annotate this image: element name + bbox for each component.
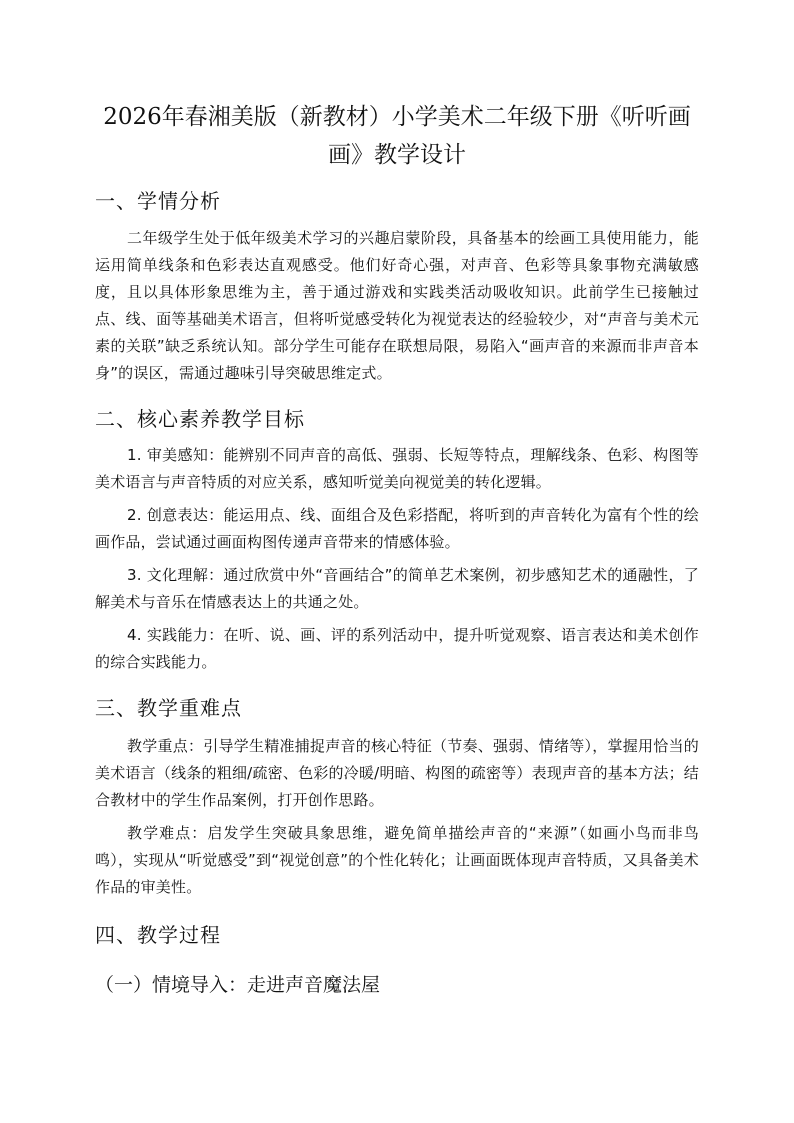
objective-cultural-understanding: 3. 文化理解：通过欣赏中外“音画结合”的简单艺术案例，初步感知艺术的通融性，了解美术与音乐在情感表达上的共通之处。 xyxy=(95,566,699,611)
teaching-key-point-paragraph: 教学重点：引导学生精准捕捉声音的核心特征（节奏、强弱、情绪等），掌握用恰当的美术语言（线条的粗细/疏密、色彩的冷暖/明暗、构图的疏密等）表现声音的基本方法；结合教材中的学生作品案例，打开创作思路。 xyxy=(95,737,699,809)
document-title: 2026年春湘美版（新教材）小学美术二年级下册《听听画画》教学设计 xyxy=(103,104,691,168)
subsection-heading-scenario-intro: （一）情境导入：走进声音魔法屋 xyxy=(95,974,381,996)
teaching-difficulty-paragraph: 教学难点：启发学生突破具象思维，避免简单描绘声音的“来源”（如画小鸟而非鸟鸣），实现从“听觉感受”到“视觉创意”的个性化转化；让画面既体现声音特质，又具备美术作品的审美性。 xyxy=(95,824,699,896)
section-heading-teaching-objectives: 二、核心素养教学目标 xyxy=(95,407,305,431)
section-heading-key-difficult-points: 三、教学重难点 xyxy=(95,696,242,720)
learner-analysis-paragraph: 二年级学生处于低年级美术学习的兴趣启蒙阶段，具备基本的绘画工具使用能力，能运用简单线条和色彩表达直观感受。他们好奇心强，对声音、色彩等具象事物充满敏感度，且以具体形象思维为主，善于通过游戏和实践类活动吸收知识。此前学生已接触过点、线、面等基础美术语言，但将听觉感受转化为视觉表达的经验较少，对“声音与美术元素的关联”缺乏系统认知。部分学生可能存在联想局限，易陷入“画声音的来源而非声音本身”的误区，需通过趣味引导突破思维定式。 xyxy=(95,229,699,382)
objective-aesthetic-perception: 1. 审美感知：能辨别不同声音的高低、强弱、长短等特点，理解线条、色彩、构图等美术语言与声音特质的对应关系，感知听觉美向视觉美的转化逻辑。 xyxy=(95,446,699,491)
objective-creative-expression: 2. 创意表达：能运用点、线、面组合及色彩搭配，将听到的声音转化为富有个性的绘画作品，尝试通过画面构图传递声音带来的情感体验。 xyxy=(95,506,699,551)
objective-practical-ability: 4. 实践能力：在听、说、画、评的系列活动中，提升听觉观察、语言表达和美术创作的综合实践能力。 xyxy=(95,626,699,671)
section-heading-learner-analysis: 一、学情分析 xyxy=(95,189,221,213)
section-heading-teaching-process: 四、教学过程 xyxy=(95,923,221,947)
